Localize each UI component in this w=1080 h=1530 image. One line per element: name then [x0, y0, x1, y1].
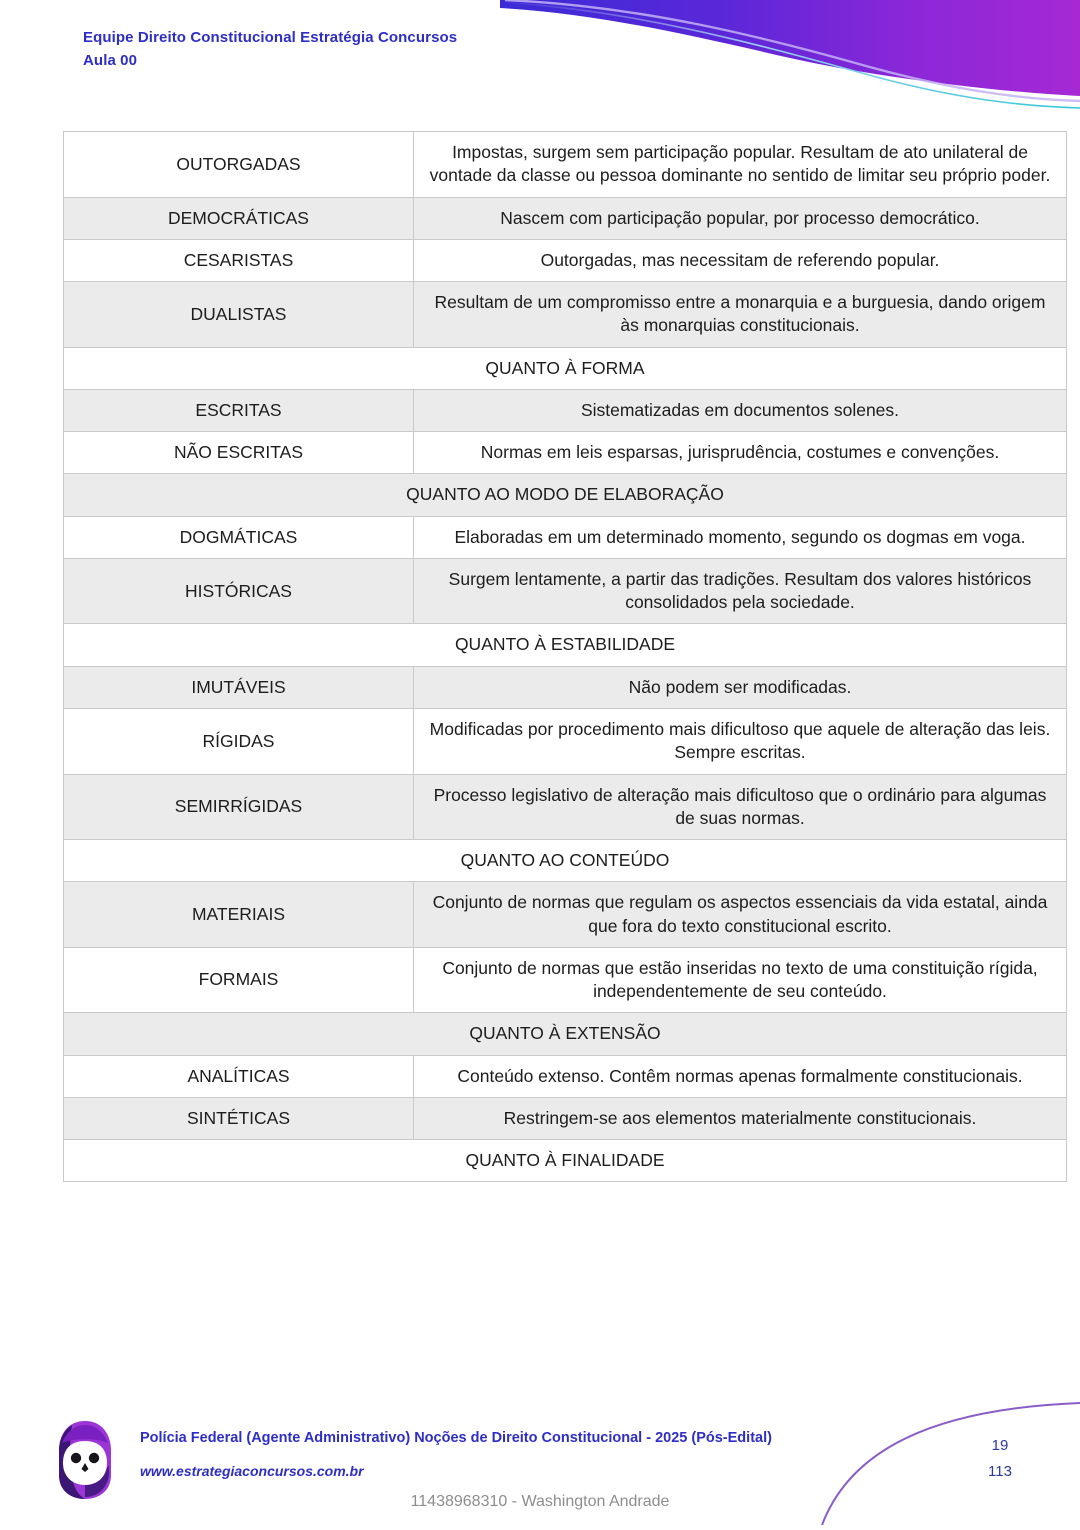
classification-description: Resultam de um compromisso entre a monarquia e a burguesia, dando origem às monarquias constitucionais. [414, 282, 1067, 348]
classification-description: Surgem lentamente, a partir das tradições. Resultam dos valores históricos consolidados pela sociedade. [414, 558, 1067, 624]
constitution-classification-table [63, 131, 1067, 1182]
table-row [64, 774, 1067, 840]
table-row [64, 239, 1067, 281]
current-page-number: 19 [991, 1437, 1009, 1454]
header-lesson-line: Aula 00 [83, 52, 138, 70]
classification-description: Nascem com participação popular, por processo democrático. [414, 197, 1067, 239]
classification-description: Conteúdo extenso. Contêm normas apenas formalmente constitucionais. [414, 1055, 1067, 1097]
classification-term: CESARISTAS [64, 239, 414, 281]
classification-description: Normas em leis esparsas, jurisprudência, costumes e convenções. [414, 432, 1067, 474]
classification-term: DUALISTAS [64, 282, 414, 348]
table-row [64, 882, 1067, 948]
classification-description: Conjunto de normas que regulam os aspectos essenciais da vida estatal, ainda que fora do texto constitucional escrito. [414, 882, 1067, 948]
table-row [64, 666, 1067, 708]
section-heading: QUANTO À ESTABILIDADE [64, 624, 1067, 666]
classification-term: SINTÉTICAS [64, 1097, 414, 1139]
classification-term: ESCRITAS [64, 389, 414, 431]
table-section-row [64, 347, 1067, 389]
page-number-block [972, 1433, 1028, 1486]
classification-description: Outorgadas, mas necessitam de referendo popular. [414, 239, 1067, 281]
table-row [64, 197, 1067, 239]
classification-table-wrapper [63, 131, 1051, 1182]
classification-term: OUTORGADAS [64, 132, 414, 198]
table-section-row [64, 1140, 1067, 1182]
classification-term: NÃO ESCRITAS [64, 432, 414, 474]
page-footer [0, 1395, 1080, 1525]
classification-term: DEMOCRÁTICAS [64, 197, 414, 239]
classification-term: RÍGIDAS [64, 708, 414, 774]
table-row [64, 516, 1067, 558]
table-section-row [64, 474, 1067, 516]
table-row [64, 282, 1067, 348]
section-heading: QUANTO À FORMA [64, 347, 1067, 389]
footer-text-block [140, 1431, 772, 1479]
section-heading: QUANTO AO CONTEÚDO [64, 840, 1067, 882]
classification-term: SEMIRRÍGIDAS [64, 774, 414, 840]
section-heading: QUANTO AO MODO DE ELABORAÇÃO [64, 474, 1067, 516]
classification-term: HISTÓRICAS [64, 558, 414, 624]
table-row [64, 558, 1067, 624]
header-title-block [83, 26, 457, 73]
table-row [64, 132, 1067, 198]
table-row [64, 708, 1067, 774]
classification-description: Conjunto de normas que estão inseridas no texto de uma constituição rígida, independentemente de seu conteúdo. [414, 947, 1067, 1013]
table-section-row [64, 1013, 1067, 1055]
classification-description: Modificadas por procedimento mais dificultoso que aquele de alteração das leis. Sempre escritas. [414, 708, 1067, 774]
classification-term: IMUTÁVEIS [64, 666, 414, 708]
table-row [64, 947, 1067, 1013]
section-heading: QUANTO À FINALIDADE [64, 1140, 1067, 1182]
section-heading: QUANTO À EXTENSÃO [64, 1013, 1067, 1055]
classification-term: FORMAIS [64, 947, 414, 1013]
classification-term: ANALÍTICAS [64, 1055, 414, 1097]
classification-description: Não podem ser modificadas. [414, 666, 1067, 708]
user-watermark: 11438968310 - Washington Andrade [410, 1493, 670, 1510]
header-team-line: Equipe Direito Constitucional Estratégia Concursos [83, 29, 458, 46]
classification-description: Impostas, surgem sem participação popular. Resultam de ato unilateral de vontade da classe ou pessoa dominante no sentido de limitar seu próprio poder. [414, 132, 1067, 198]
estrategia-owl-logo [57, 1419, 113, 1501]
total-page-number: 113 [988, 1463, 1012, 1481]
table-row [64, 432, 1067, 474]
table-row [64, 1097, 1067, 1139]
classification-description: Sistematizadas em documentos solenes. [414, 389, 1067, 431]
classification-term: DOGMÁTICAS [64, 516, 414, 558]
classification-description: Processo legislativo de alteração mais dificultoso que o ordinário para algumas de suas normas. [414, 774, 1067, 840]
table-section-row [64, 624, 1067, 666]
footer-website-link[interactable]: www.estrategiaconcursos.com.br [140, 1462, 364, 1479]
table-row [64, 389, 1067, 431]
table-body [64, 132, 1067, 1182]
footer-course-title: Polícia Federal (Agente Administrativo) Noções de Direito Constitucional - 2025 (Pós-Edital) [140, 1430, 772, 1446]
classification-term: MATERIAIS [64, 882, 414, 948]
table-row [64, 1055, 1067, 1097]
classification-description: Elaboradas em um determinado momento, segundo os dogmas em voga. [414, 516, 1067, 558]
classification-description: Restringem-se aos elementos materialmente constitucionais. [414, 1097, 1067, 1139]
table-section-row [64, 840, 1067, 882]
